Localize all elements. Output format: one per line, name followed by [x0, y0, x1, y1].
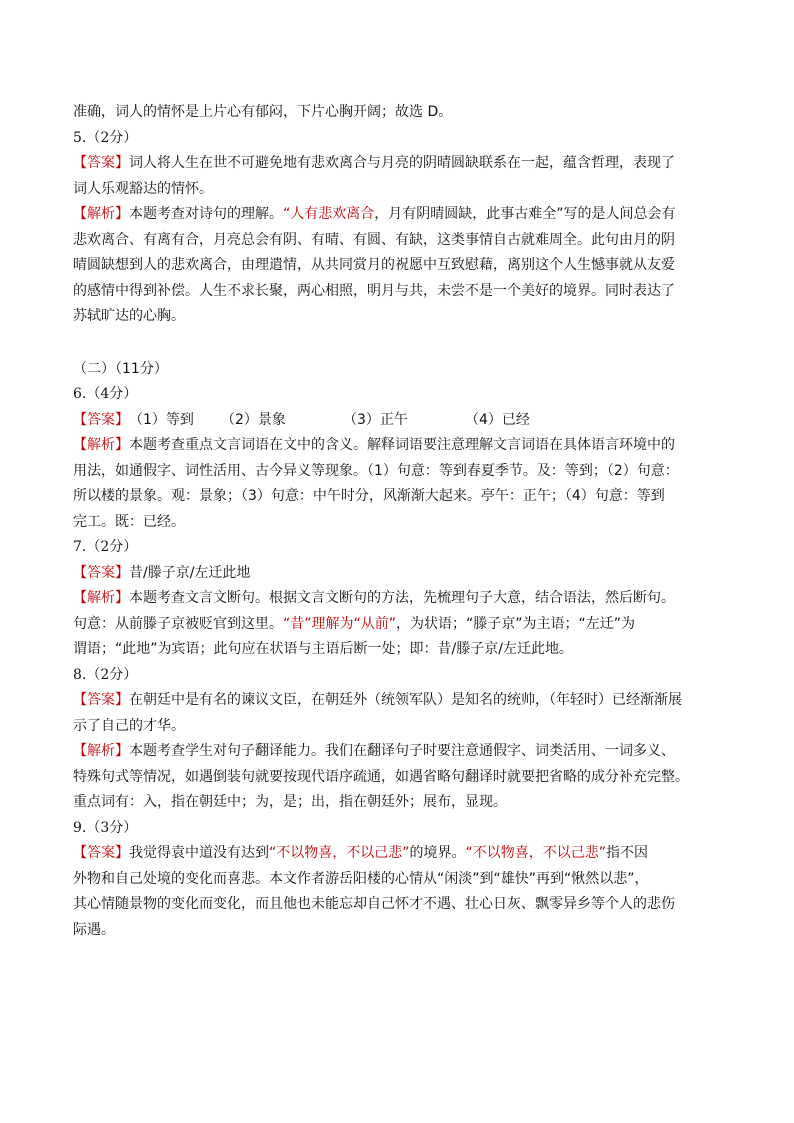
q5-analysis-line-5: 苏轼旷达的心胸。	[73, 308, 185, 324]
q7-answer	[73, 561, 683, 587]
q7-analysis-line-1: 本题考查文言文断句。根据文言文断句的方法，先梳理句子大意，结合语法，然后断句。	[129, 590, 675, 606]
q5-analysis-line-3: 晴圆缺想到人的悲欢离合，由理遣情，从共同赏月的祝愿中互致慰藉，离别这个人生憾事就从友爱	[73, 257, 675, 273]
q9-answer-line-3: 其心情随景物的变化而变化，而且他也未能忘却自己怀才不遇、壮心日灰、飘零异乡等个人的悲伤	[73, 896, 675, 912]
q8-analysis	[73, 739, 683, 765]
q7-analysis-line-3: 谓语；“此地”为宾语；此句应在状语与主语后断一处；即：昔/滕子京/左迁此地。	[73, 641, 573, 657]
q7-analysis-line-2	[73, 612, 683, 638]
q7-analysis	[73, 586, 683, 612]
q6-option-1: （1）等到	[129, 411, 194, 428]
q6-analysis-line-4: 完工。既：已经。	[73, 513, 185, 530]
q4-answer-tail: 准确，词人的情怀是上片心有郁闷，下片心胸开阔；故选 D。	[73, 104, 453, 120]
analysis-tag: 【解析】	[73, 437, 129, 453]
q7-answer-text: 昔/滕子京/左迁此地	[129, 564, 251, 581]
section-gap	[73, 330, 683, 357]
answer-document	[73, 100, 689, 943]
q5-header: 5.（2分）	[73, 129, 138, 146]
q9-answer-line-4: 际遇。	[73, 921, 115, 938]
q5-analysis-line-4: 的感情中得到补偿。人生不求长聚，两心相照，明月与共，未尝不是一个美好的境界。同时表达了	[73, 282, 675, 299]
q7-analysis-highlight: “昔”理解为“从前”	[283, 615, 397, 632]
analysis-tag: 【解析】	[73, 743, 129, 759]
section-2-header: （二）（11分）	[73, 360, 168, 377]
q9-header: 9.（3分）	[73, 819, 138, 836]
q5-analysis-text: 本题考查对诗句的理解。	[129, 206, 283, 222]
q7-analysis-text-b: ，为状语；“滕子京”为主语；“左迁”为	[396, 615, 636, 632]
answer-tag: 【答案】	[73, 564, 129, 581]
q8-answer-line-1: 在朝廷中是有名的谏议文臣，在朝廷外（统领军队）是知名的统帅，（年轻时）已经渐渐展	[129, 692, 682, 708]
q8-analysis-line-2: 特殊句式等情况，如遇倒装句就要按现代语序疏通，如遇省略句翻译时就要把省略的成分补充完整。	[73, 768, 689, 785]
q7-header: 7.（2分）	[73, 539, 138, 555]
q5-analysis-quote: “人有悲欢离合	[283, 206, 375, 222]
analysis-tag: 【解析】	[73, 206, 129, 222]
q6-header: 6.（4分）	[73, 386, 138, 402]
q6-option-4: （4）已经	[465, 411, 530, 428]
q5-answer-line-1: 词人将人生在世不可避免地有悲欢离合与月亮的阴晴圆缺联系在一起，蕴含哲理，表现了	[129, 155, 675, 171]
q9-answer-text-c: 指不因	[606, 845, 649, 861]
q6-analysis-line-2: 用法，如通假字、词性活用、古今异义等现象。（1）句意：等到春夏季节。及：等到；（2）句意：	[73, 462, 679, 479]
q6-option-3: （3）正午	[343, 411, 408, 428]
analysis-tag: 【解析】	[73, 590, 129, 606]
q8-answer-line-2: 示了自己的才华。	[73, 717, 185, 734]
q5-answer-line-2: 词人乐观豁达的情怀。	[73, 180, 213, 197]
q6-analysis-line-3: 所以楼的景象。观：景象；（3）句意：中午时分，风渐渐大起来。亭午：正午；（4）句意：等到	[73, 488, 665, 504]
q9-answer	[73, 841, 683, 867]
q5-analysis-text-b: ，月有阴晴圆缺，此事古难全”写的是人间总会有	[374, 206, 676, 222]
q6-option-2: （2）景象	[221, 411, 286, 428]
q5-analysis	[73, 202, 683, 228]
q5-answer	[73, 151, 683, 177]
answer-tag: 【答案】	[73, 155, 129, 171]
q9-answer-quote-1: “不以物喜，不以己悲”	[269, 845, 410, 861]
q8-analysis-line-1: 本题考查学生对句子翻译能力。我们在翻译句子时要注意通假字、词类活用、一词多义、	[129, 743, 675, 759]
answer-tag: 【答案】	[73, 845, 129, 861]
q9-answer-text-a: 我觉得袁中道没有达到	[129, 845, 269, 861]
q9-answer-line-2: 外物和自己处境的变化而喜悲。本文作者游岳阳楼的心情从“闲淡”到“雄快”再到“愀然以悲”，	[73, 870, 649, 887]
q9-answer-text-b: 的境界。	[409, 845, 466, 861]
q8-answer	[73, 688, 683, 714]
q6-analysis-line-1: 本题考查重点文言词语在文中的含义。解释词语要注意理解文言词语在具体语言环境中的	[129, 437, 675, 453]
answer-tag: 【答案】	[73, 411, 129, 428]
answer-tag: 【答案】	[73, 692, 129, 708]
q8-header: 8.（2分）	[73, 666, 138, 683]
q6-analysis	[73, 433, 683, 459]
q8-analysis-line-3: 重点词有：入，指在朝廷中；为，是；出，指在朝廷外；展布，显现。	[73, 794, 507, 810]
q7-analysis-text-a: 句意：从前滕子京被贬官到这里。	[73, 615, 283, 632]
q5-analysis-line-2: 悲欢离合、有离有合，月亮总会有阴、有晴、有圆、有缺，这类事情自古就难周全。此句由月的阴	[73, 231, 675, 248]
q9-answer-quote-2: “不以物喜，不以己悲”	[465, 845, 607, 861]
q6-answer	[73, 408, 683, 434]
